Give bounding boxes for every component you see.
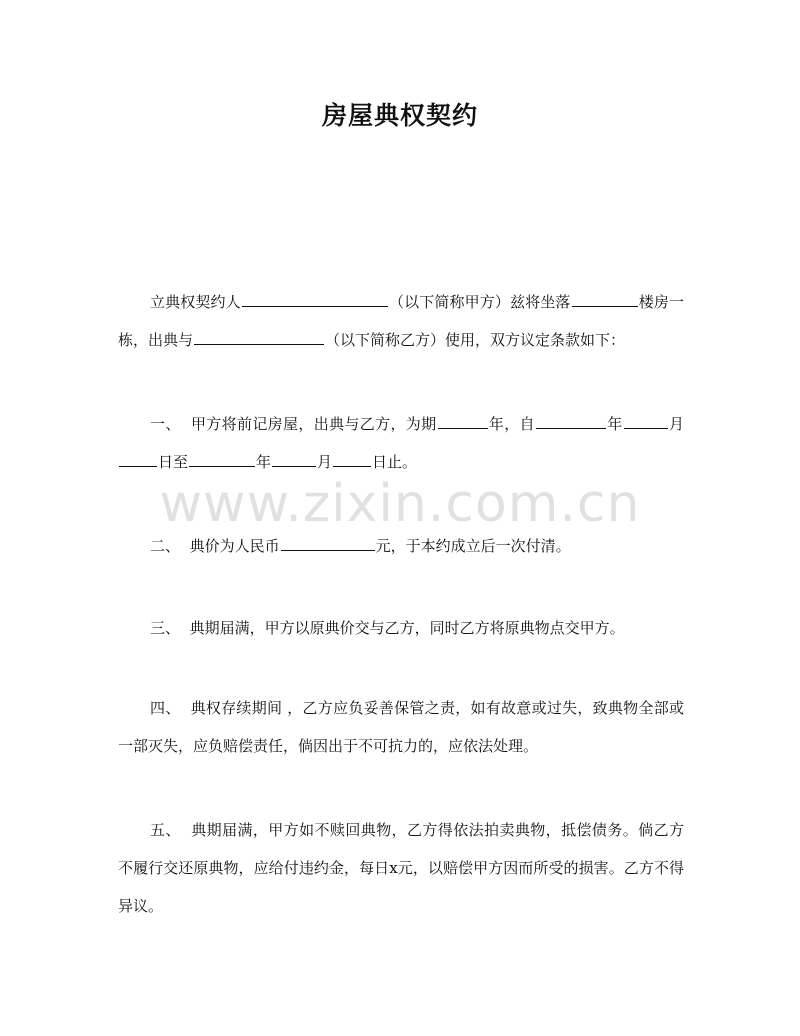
clause-1-text-4: 月: [668, 415, 684, 433]
intro-text-1: 立典权契约人: [150, 293, 241, 311]
clause-3: [118, 609, 684, 647]
clause-1-text-8: 日止。: [372, 453, 418, 471]
clause-1-number: 一、: [150, 415, 181, 433]
clause-1-text-1: 甲方将前记房屋，出典与乙方，为期: [190, 415, 437, 433]
clause-1-text-7: 月: [317, 453, 333, 471]
clause-2-text-1: 典价为人民币: [189, 537, 280, 555]
watermark: www.zixin.com.cn: [159, 474, 641, 534]
intro-text-3: 楼房一栋，出典与: [118, 293, 684, 349]
start-day-blank[interactable]: [119, 452, 157, 467]
clause-3-number: 三、: [150, 619, 181, 637]
price-amount-blank[interactable]: [281, 536, 375, 551]
party-a-name-blank[interactable]: [242, 292, 388, 307]
clause-5-number: 五、: [150, 821, 181, 839]
clause-1-text-3: 年: [606, 415, 623, 433]
clause-4-text: 典权存续期间 ，乙方应负妥善保管之责，如有故意或过失，致典物全部或一部灭失，应负赔偿责任，倘因出于不可抗力的，应依法处理。: [118, 699, 684, 755]
document-title: 房屋典权契约: [321, 101, 478, 130]
clause-5: [118, 811, 684, 925]
intro-text-2: （以下简称甲方）兹将坐落: [388, 293, 571, 311]
end-day-blank[interactable]: [333, 452, 371, 467]
clause-2-number: 二、: [150, 537, 181, 555]
end-year-blank[interactable]: [189, 452, 255, 467]
intro-paragraph: [118, 283, 684, 359]
term-years-blank[interactable]: [438, 414, 488, 429]
clause-2-text-2: 元，于本约成立后一次付清。: [375, 537, 571, 555]
party-b-name-blank[interactable]: [194, 330, 324, 345]
end-month-blank[interactable]: [272, 452, 316, 467]
clause-4: [118, 689, 684, 765]
clause-1-text-6: 年: [256, 453, 272, 471]
clause-2: [118, 527, 684, 565]
start-month-blank[interactable]: [624, 414, 668, 429]
clause-1-text-2: 年，自: [488, 415, 535, 433]
start-year-blank[interactable]: [536, 414, 606, 429]
location-blank[interactable]: [572, 292, 638, 307]
intro-text-4: （以下简称乙方）使用，双方议定条款如下：: [325, 331, 626, 349]
clause-1: [118, 405, 684, 481]
clause-5-text: 典期届满，甲方如不赎回典物，乙方得依法拍卖典物，抵偿债务。倘乙方不履行交还原典物，应给付违约金，每日x元，以赔偿甲方因而所受的损害。乙方不得异议。: [118, 821, 684, 915]
clause-3-text: 典期届满，甲方以原典价交与乙方，同时乙方将原典物点交甲方。: [189, 619, 625, 637]
clause-4-number: 四、: [150, 699, 181, 717]
clause-1-text-5: 日至: [158, 453, 189, 471]
